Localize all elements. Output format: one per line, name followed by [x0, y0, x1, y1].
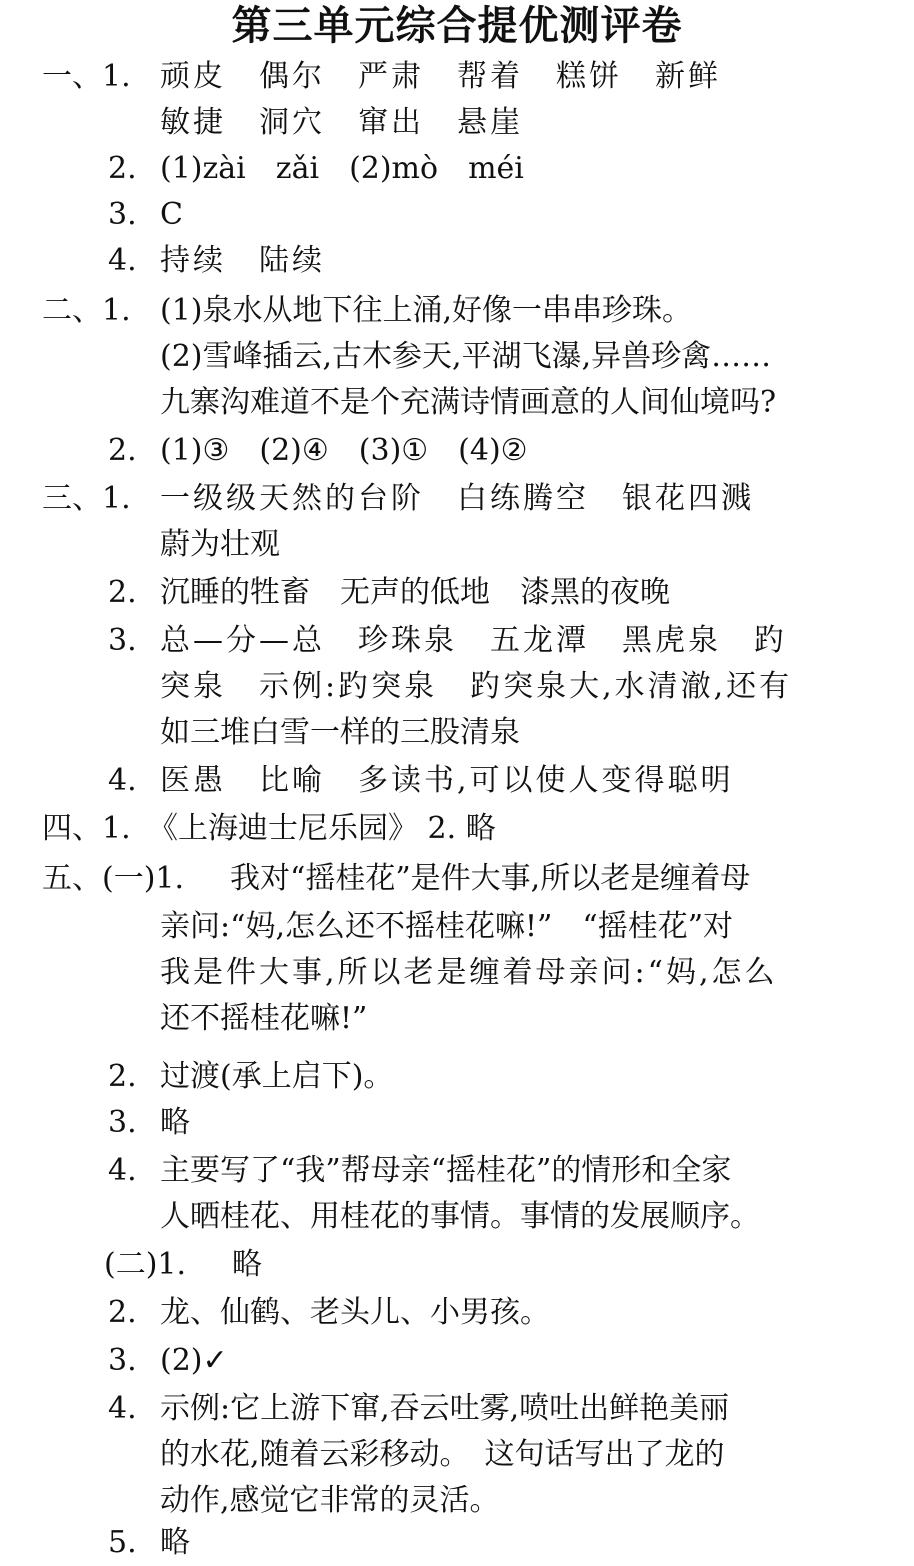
answer-text: 蔚为壮观: [160, 527, 280, 562]
answer-line: [0, 1520, 914, 1566]
item-number: 5.: [108, 1525, 137, 1560]
answer-line: [0, 100, 914, 146]
answer-text: 突泉 示例:趵突泉 趵突泉大,水清澈,还有: [160, 669, 793, 704]
answer-text: 我是件大事,所以老是缠着母亲问:“妈,怎么: [160, 955, 778, 990]
answer-line: [0, 334, 914, 380]
answer-line: [0, 1242, 914, 1288]
answer-text: 顽皮 偶尔 严肃 帮着 糕饼 新鲜: [160, 59, 721, 94]
answer-text: 九寨沟难道不是个充满诗情画意的人间仙境吗?: [160, 385, 777, 420]
answer-text: 略: [160, 1525, 190, 1560]
item-number: 2.: [108, 151, 137, 186]
answer-text: 总—分—总 珍珠泉 五龙潭 黑虎泉 趵: [160, 623, 787, 658]
answer-text: 敏捷 洞穴 窜出 悬崖: [160, 105, 523, 140]
answer-line: [0, 192, 914, 238]
item-number: (二)1.: [104, 1247, 187, 1282]
answer-line: [0, 664, 914, 710]
answer-text: 沉睡的牲畜 无声的低地 漆黑的夜晚: [160, 575, 670, 610]
answer-text: 主要写了“我”帮母亲“摇桂花”的情形和全家: [160, 1153, 732, 1188]
answer-text: 《上海迪士尼乐园》 2. 略: [148, 811, 496, 846]
answer-line: [0, 856, 914, 902]
answer-line: [0, 522, 914, 568]
item-number: 三、1.: [42, 481, 131, 516]
answer-line: [0, 710, 914, 756]
answer-line: [0, 618, 914, 664]
answer-text: C: [160, 197, 183, 232]
answer-line: [0, 904, 914, 950]
page-title: 第三单元综合提优测评卷: [231, 3, 683, 49]
item-number: 二、1.: [42, 293, 131, 328]
answer-line: [0, 1054, 914, 1100]
item-number: 四、1.: [42, 811, 131, 846]
answer-text: (2)雪峰插云,古木参天,平湖飞瀑,异兽珍禽……: [160, 339, 772, 374]
answer-text: (1)泉水从地下往上涌,好像一串串珍珠。: [160, 293, 693, 328]
item-number: 4.: [108, 243, 137, 278]
item-number: 3.: [108, 1343, 137, 1378]
answer-text: 还不摇桂花嘛!”: [160, 1001, 368, 1036]
answer-line: [0, 54, 914, 100]
answer-line: [0, 1290, 914, 1336]
item-number: 2.: [108, 1059, 137, 1094]
item-number: 2.: [108, 1295, 137, 1330]
answer-line: [0, 996, 914, 1042]
answer-text: 略: [160, 1105, 190, 1140]
item-number: 3.: [108, 1105, 137, 1140]
answer-line: [0, 146, 914, 192]
item-number: 2.: [108, 575, 137, 610]
answer-text: 略: [232, 1247, 262, 1282]
answer-line: [0, 238, 914, 284]
answer-line: [0, 1478, 914, 1524]
answer-line: [0, 288, 914, 334]
answer-text: 亲问:“妈,怎么还不摇桂花嘛!” “摇桂花”对: [160, 909, 734, 944]
item-number: 3.: [108, 197, 137, 232]
answer-text: 动作,感觉它非常的灵活。: [160, 1483, 500, 1518]
item-number: 3.: [108, 623, 137, 658]
answer-text: 医愚 比喻 多读书,可以使人变得聪明: [160, 763, 734, 798]
answer-text: 的水花,随着云彩移动。 这句话写出了龙的: [160, 1437, 725, 1472]
answer-line: [0, 476, 914, 522]
item-number: 4.: [108, 1153, 137, 1188]
answer-text: 龙、仙鹤、老头儿、小男孩。: [160, 1295, 550, 1330]
answer-line: [0, 570, 914, 616]
answer-text: 如三堆白雪一样的三股清泉: [160, 715, 520, 750]
answer-line: [0, 806, 914, 852]
item-number: 一、1.: [42, 59, 131, 94]
answer-text: (2)✓: [160, 1343, 228, 1378]
item-number: 2.: [108, 433, 137, 468]
item-number: 4.: [108, 763, 137, 798]
answer-line: [0, 950, 914, 996]
item-number: 五、(一)1.: [42, 861, 185, 896]
answer-line: [0, 1432, 914, 1478]
answer-line: [0, 380, 914, 426]
answer-line: [0, 1386, 914, 1432]
answer-text: 一级级天然的台阶 白练腾空 银花四溅: [160, 481, 754, 516]
answer-text: 人晒桂花、用桂花的事情。事情的发展顺序。: [160, 1199, 760, 1234]
answer-line: [0, 1148, 914, 1194]
answer-text: 示例:它上游下窜,吞云吐雾,喷吐出鲜艳美丽: [160, 1391, 730, 1426]
item-number: 4.: [108, 1391, 137, 1426]
answer-text: 我对“摇桂花”是件大事,所以老是缠着母: [230, 861, 751, 896]
answer-text: 持续 陆续: [160, 243, 325, 278]
answer-line: [0, 428, 914, 474]
answer-line: [0, 758, 914, 804]
answer-line: [0, 1338, 914, 1384]
answer-line: [0, 1194, 914, 1240]
answer-text: 过渡(承上启下)。: [160, 1059, 394, 1094]
answer-line: [0, 1100, 914, 1146]
answer-text: (1)zài zǎi (2)mò méi: [160, 151, 524, 186]
answer-text: (1)③ (2)④ (3)① (4)②: [160, 433, 528, 468]
